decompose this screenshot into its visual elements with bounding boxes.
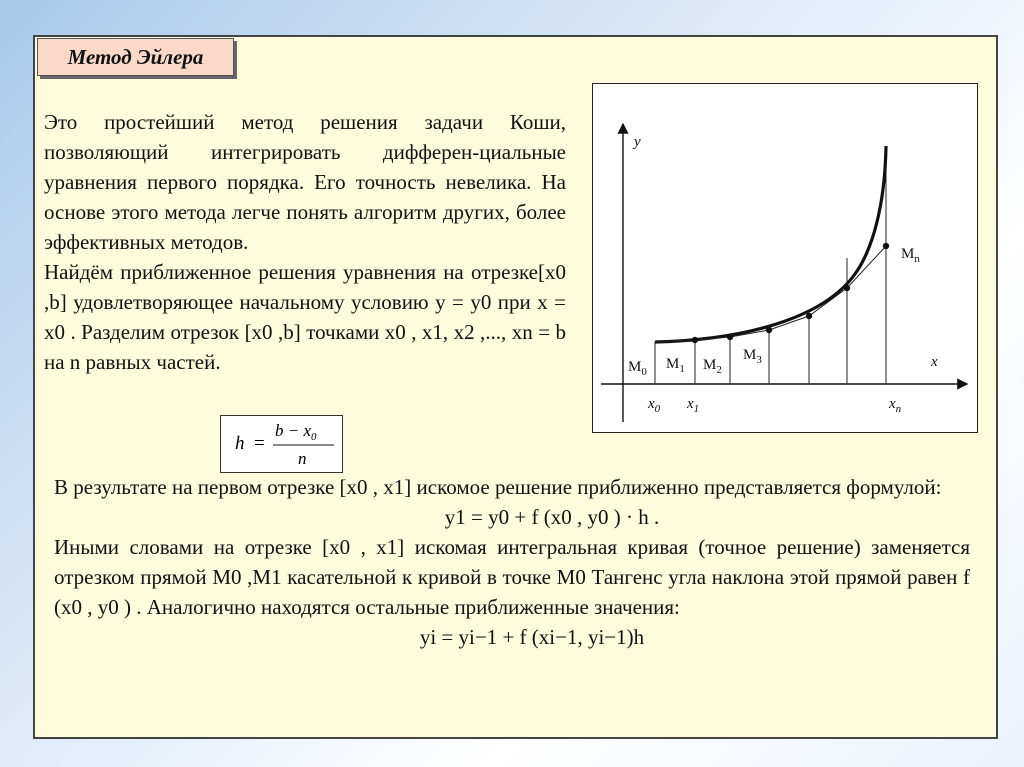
intro-paragraph-2: Найдём приближенное решения уравнения на отрезке[x0 ,b] удовлетворяющее начальному условию y = y0 при x = x0 . Разделим отрезок [x0 ,b] точками x0 , x1, x2 ,..., xn = b на n равных частей.: [44, 260, 566, 374]
formula-h: h: [235, 433, 245, 454]
formula-numerator: $b - x_0$: [275, 421, 317, 443]
point-m5: [844, 285, 850, 291]
point-m3: [766, 327, 772, 333]
label-mn: $M_n$: [901, 246, 920, 265]
point-mn: [883, 243, 889, 249]
label-m1: $M_1$: [666, 356, 685, 375]
formula-equals: =: [254, 433, 265, 454]
label-m3: $M_3$: [743, 347, 762, 366]
result-text: [54, 472, 970, 652]
intro-text: [44, 107, 566, 377]
point-m1: [692, 337, 698, 343]
y-axis-label: y: [634, 134, 641, 150]
point-m4: [806, 313, 812, 319]
result-formula-2: yi = yi−1 + f (xi−1, yi−1)h: [419, 625, 645, 649]
x-axis-label: x: [931, 354, 938, 370]
label-m0: $M_0$: [628, 359, 647, 378]
step-formula-svg: [221, 416, 342, 472]
label-m2: $M_2$: [703, 357, 722, 376]
tick-x1: $x_1$: [687, 396, 700, 415]
point-m2: [727, 334, 733, 340]
slide-title: Метод Эйлера: [37, 38, 234, 76]
euler-graph-svg: [593, 84, 979, 434]
result-paragraph-1: В результате на первом отрезке [x0 , x1] искомое решение приближенно представляется формулой:: [54, 475, 942, 499]
result-paragraph-2: Иными словами на отрезке [x0 , x1] искомая интегральная кривая (точное решение) заменяется отрезком прямой M0 ,M1 касательной к кривой в точке M0 Тангенс угла наклона этой прямой равен f (x0 , y0 ) . Аналогично находятся остальные приближенные значения:: [54, 535, 970, 619]
euler-graph: [592, 83, 978, 433]
tick-x0: $x_0$: [648, 396, 661, 415]
result-formula-1: y1 = y0 + f (x0 , y0 ) · h .: [444, 505, 660, 529]
tick-xn: $x_n$: [889, 396, 902, 415]
formula-denominator: n: [298, 449, 307, 468]
intro-paragraph-1: Это простейший метод решения задачи Коши, позволяющий интегрировать дифферен-циальные уравнения первого порядка. Его точность невелика. На основе этого метода легче понять алгоритм других, более эффективных методов.: [44, 110, 566, 254]
exact-solution-curve: [655, 146, 886, 342]
step-formula: [220, 415, 343, 473]
